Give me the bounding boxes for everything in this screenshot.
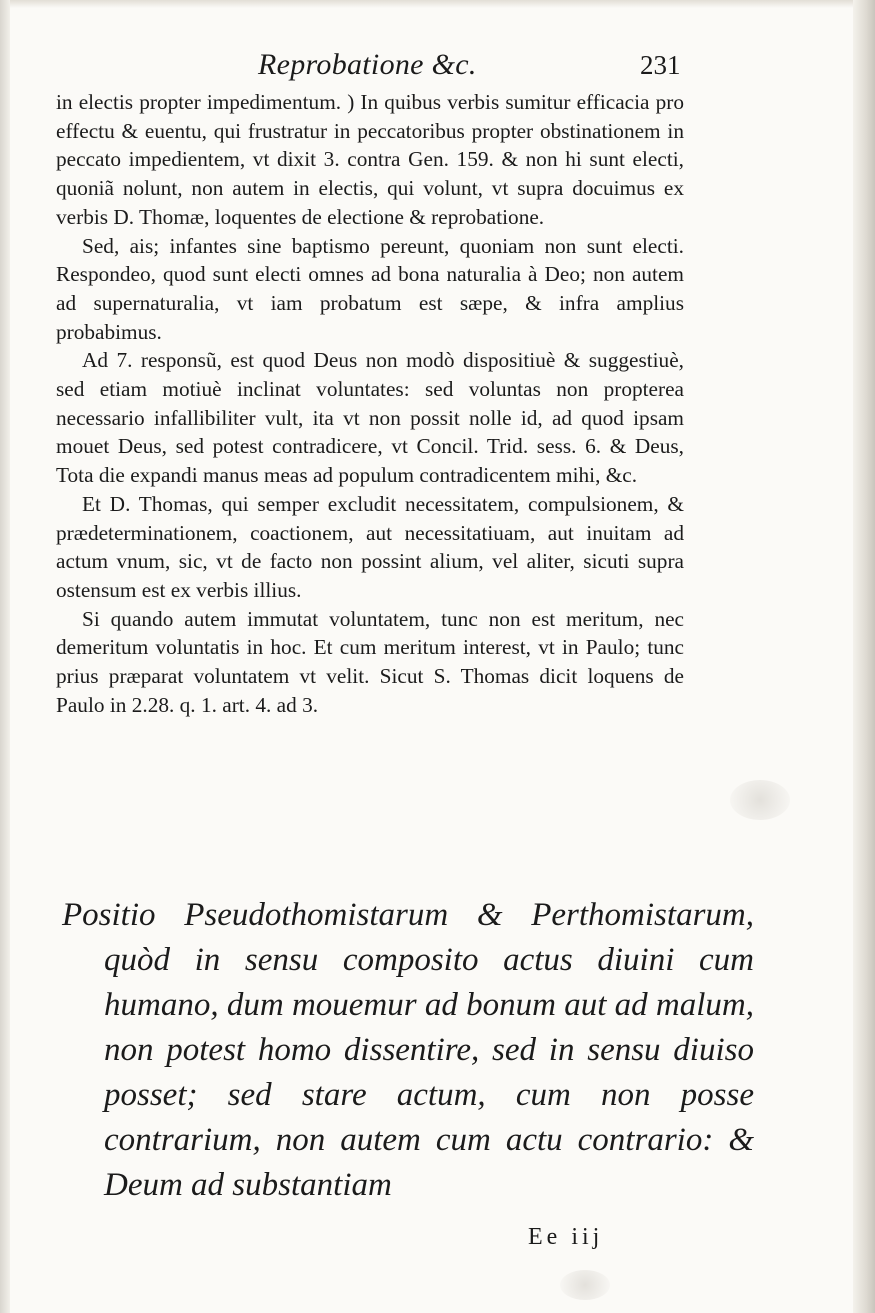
page-edge-left xyxy=(0,0,10,1313)
paper-stain xyxy=(730,780,790,820)
section-heading: Positio Pseudothomistarum & Perthomistarum, quòd in sensu composito actus diuini cum humano, dum mouemur ad bonum aut ad malum, non potest homo dissentire, sed in sensu diuiso posset; sed stare actum, cum non posse contrarium, non autem cum actu contrario: & Deum ad substantiam xyxy=(62,897,754,1203)
body-text xyxy=(56,88,684,719)
running-head xyxy=(0,40,875,92)
signature-mark: Ee iij xyxy=(528,1224,604,1250)
paragraph: in electis propter impedimentum. ) In quibus verbis sumitur efficacia pro effectu & euentu, qui frustratur in peccatoribus propter obstinationem in peccato impedientem, vt dixit 3. contra Gen. 159. & non hi sunt electi, quoniã nolunt, non autem in electis, qui volunt, vt supra docuimus ex verbis D. Thomæ, loquentes de electione & reprobatione. xyxy=(56,90,684,229)
paragraph: Sed, ais; infantes sine baptismo pereunt, quoniam non sunt electi. Respondeo, quod sunt electi omnes ad bona naturalia à Deo; non autem ad supernaturalia, vt iam probatum est sæpe, & infra amplius probabimus. xyxy=(56,233,684,344)
paragraph: Si quando autem immutat voluntatem, tunc non est meritum, nec demeritum voluntatis in hoc. Et cum meritum interest, vt in Paulo; tunc prius præparat voluntatem vt velit. Sicut S. Thomas dicit loquens de Paulo in 2.28. q. 1. art. 4. ad 3. xyxy=(56,606,684,717)
paragraph: Et D. Thomas, qui semper excludit necessitatem, compulsionem, & prædeterminationem, coactionem, aut necessitatiuam, aut inuitam ad actum vnum, sic, vt de facto non possint alium, vel aliter, sicuti supra ostensum est ex verbis illius. xyxy=(56,491,684,602)
page-edge-right xyxy=(853,0,875,1313)
page-number: 231 xyxy=(640,50,681,80)
page-edge-top xyxy=(0,0,875,8)
paragraph: Ad 7. responsũ, est quod Deus non modò dispositiuè & suggestiuè, sed etiam motiuè inclinat voluntates: sed voluntas non propterea necessario infallibiliter vult, ita vt non possit nolle id, ad quod ipsam mouet Deus, sed potest contradicere, vt Concil. Trid. sess. 6. & Deus, Tota die expandi manus meas ad populum contradicentem mihi, &c. xyxy=(56,348,684,488)
paper-stain xyxy=(560,1270,610,1300)
running-title: Reprobatione &c. xyxy=(258,48,477,81)
